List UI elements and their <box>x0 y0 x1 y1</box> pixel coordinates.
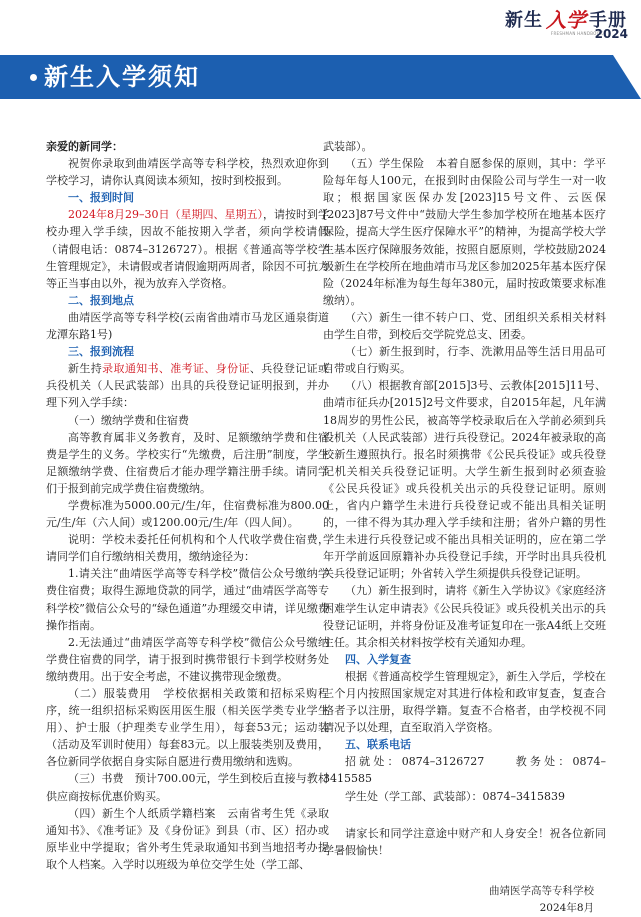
registration-paragraph: （六）新生一律不转户口、党、团组织关系相关材料由学生自带，到校后交学院党总支、团委。 <box>323 310 606 342</box>
fee-paragraph-2: 学费标准为5000.00元/生/年，住宿费标准为800.00元/生/年（六人间）或1200.00元/生/年（四人间）。 <box>46 498 329 530</box>
fee-paragraph-5: 2.无法通过“曲靖医学高等专科学校”微信公众号缴纳学费住宿费的同学，请于报到时携带银行卡到学校财务处缴纳费用。出于安全考虑，不建议携带现金缴费。 <box>46 635 329 683</box>
report-time-text: ，请按时到学校办理入学手续，因故不能按期入学者，须向学校请假（请假电话：0874–3126727）。根据《普通高等学校学生管理规定》，未请假或者请假逾期两周者，除因不可抗力等正当事由以外，视为放弃入学资格。 <box>46 208 329 290</box>
section-heading-contact: 五、联系电话 <box>345 738 411 752</box>
logo-text-freshman: 新生 <box>505 10 543 31</box>
logo-subtitle: FRESHMAN HANDBOOK <box>550 31 603 36</box>
left-column <box>46 138 329 873</box>
title-banner-notch <box>613 55 641 99</box>
intro-paragraph: 祝贺你录取到曲靖医学高等专科学校，热烈欢迎你到学校学习，请你认真阅读本须知，按时到校报到。 <box>46 157 329 188</box>
signature-date: 2024年8月 <box>539 901 594 914</box>
logo-text-handbook: 手册 <box>589 10 627 31</box>
section-heading-recheck: 四、入学复查 <box>345 652 411 666</box>
fee-subheading: （一）缴纳学费和住宿费 <box>68 413 189 427</box>
books-paragraph: （三）书费 预计700.00元，学生到校后直接与教材供应商按标优惠价购买。 <box>46 772 329 803</box>
contact-line-2: 学生处（学工部、武装部）：0874–3415839 <box>345 789 565 803</box>
report-time-paragraph <box>46 206 329 291</box>
closing-paragraph: 请家长和同学注意途中财产和人身安全！祝各位新同学暑假愉快！ <box>323 826 606 857</box>
fee-paragraph-3: 说明：学校未委托任何机构和个人代收学费住宿费，请同学们自行缴纳相关费用，缴纳途径为： <box>46 533 329 564</box>
required-documents-highlight: 录取通知书、准考证、身份证 <box>102 362 250 376</box>
fee-paragraph-1: 高等教育属非义务教育，及时、足额缴纳学费和住宿费是学生的义务。学校实行“先缴费，后注册”制度，学生足额缴纳学费、住宿费后才能办理学籍注册手续。请同学们于报到前完成学费住宿费缴纳。 <box>46 430 329 495</box>
right-column <box>323 138 606 917</box>
insurance-paragraph: （五）学生保险 本着自愿参保的原则，其中：学平险每年每人100元，在报到时由保险公司与学生一对一收取；根据国家医保办发[2023]15号文件、云医保[2023]87号文件中“鼓励大学生参加学校所在地基本医疗保险，提高大学生医疗保障水平”的精神，为提高学校大学生基本医疗保障服务效能，按照自愿原则，学校鼓励2024级新生在学校所在地曲靖市马龙区参加2025年基本医疗保险（2024年标准为每生每年380元，届时按政策要求标准缴纳）。 <box>323 157 606 307</box>
section-heading-location: 二、报到地点 <box>68 293 134 307</box>
header-band <box>0 0 641 40</box>
archive-paragraph: （四）新生个人纸质学籍档案 云南省考生凭《录取通知书》、《准考证》及《身份证》到县（市、区）招办或原毕业中学提取；省外考生凭录取通知书到当地招考办提取个人档案。入学时以班级为单位交学生处（学工部、 <box>46 806 329 871</box>
greeting: 亲爱的新同学： <box>46 140 123 153</box>
documents-paragraph: （九）新生报到时，请将《新生入学协议》《家庭经济困难学生认定申请表》《公民兵役证》或兵役机关出示的兵役登记证明，并将身份证及准考证复印在一张A4纸上交班主任。其余相关材料按学校有关通知办理。 <box>323 584 606 649</box>
military-registration-paragraph: （八）根据教育部[2015]3号、云教体[2015]11号、曲靖市征兵办[2015]2号文件要求，自2015年起，凡年满18周岁的男性公民，被高等学校录取后在入学前必须到兵役机关（人民武装部）进行兵役登记。2024年被录取的高校新生遵照执行。报名时须携带《公民兵役证》或兵役登记机关相关兵役登记证明。大学生新生报到时必须查验《公民兵役证》或兵役机关出示的兵役登记证明。原则上，省内户籍学生未进行兵役登记或不能出具相关证明的，一律不得为其办理入学手续和注册；省外户籍的男性学生未进行兵役登记或不能出具相关证明的，应在第二学年开学前返回原籍补办兵役登记手续，开学时出具兵役机关兵役登记证明；外省转入学生须提供兵役登记证明。 <box>323 379 606 581</box>
report-location-paragraph: 曲靖医学高等专科学校(云南省曲靖市马龙区通泉街道龙潭东路1号) <box>46 310 329 342</box>
contact-line-1: 招就处：0874–3126727 教务处：0874–3415585 <box>323 755 606 786</box>
section-heading-process: 三、报到流程 <box>68 345 134 359</box>
logo-year: 2024 <box>594 27 628 41</box>
logo-text-enroll: 入学 <box>546 8 586 32</box>
section-heading-time: 一、报到时间 <box>68 191 134 205</box>
signature-school: 曲靖医学高等专科学校 <box>489 884 594 897</box>
report-date-highlight: 2024年8月29–30日（星期四、星期五） <box>68 208 263 222</box>
process-text-b: 、兵役登记证或兵役机关（人民武装部）出具的兵役登记证明报到，并办理下列入学手续： <box>46 362 330 410</box>
luggage-paragraph: （七）新生报到时，行李、洗漱用品等生活日用品可自带或自行购买。 <box>323 345 606 376</box>
report-process-paragraph <box>46 360 329 411</box>
recheck-paragraph: 根据《普通高校学生管理规定》，新生入学后，学校在三个月内按照国家规定对其进行体检和政审复查，复查合格者予以注册，取得学籍。复查不合格者，由学校视不同情况予以处理，直至取消入学资格。 <box>323 669 606 735</box>
page-title: 新生入学须知 <box>44 63 200 91</box>
archive-continued: 武装部）。 <box>323 140 373 153</box>
fee-paragraph-4: 1.请关注“曲靖医学高等专科学校”微信公众号缴纳学费住宿费；取得生源地贷款的同学，通过“曲靖医学高等专科学校”微信公众号的“绿色通道”办理缓交申请，详见缴费操作指南。 <box>46 567 329 632</box>
process-text-a: 新生持 <box>68 362 103 376</box>
clothing-paragraph: （二）服装费用 学校依据相关政策和招标采购程序，统一组织招标采购医用医生服（相关医学类专业学生用）、护士服（护理类专业学生用），每套53元；运动装（活动及军训时使用）每套83元。以上服装类别及费用，各位新同学依据自身实际自愿进行费用缴纳和选购。 <box>46 687 329 769</box>
